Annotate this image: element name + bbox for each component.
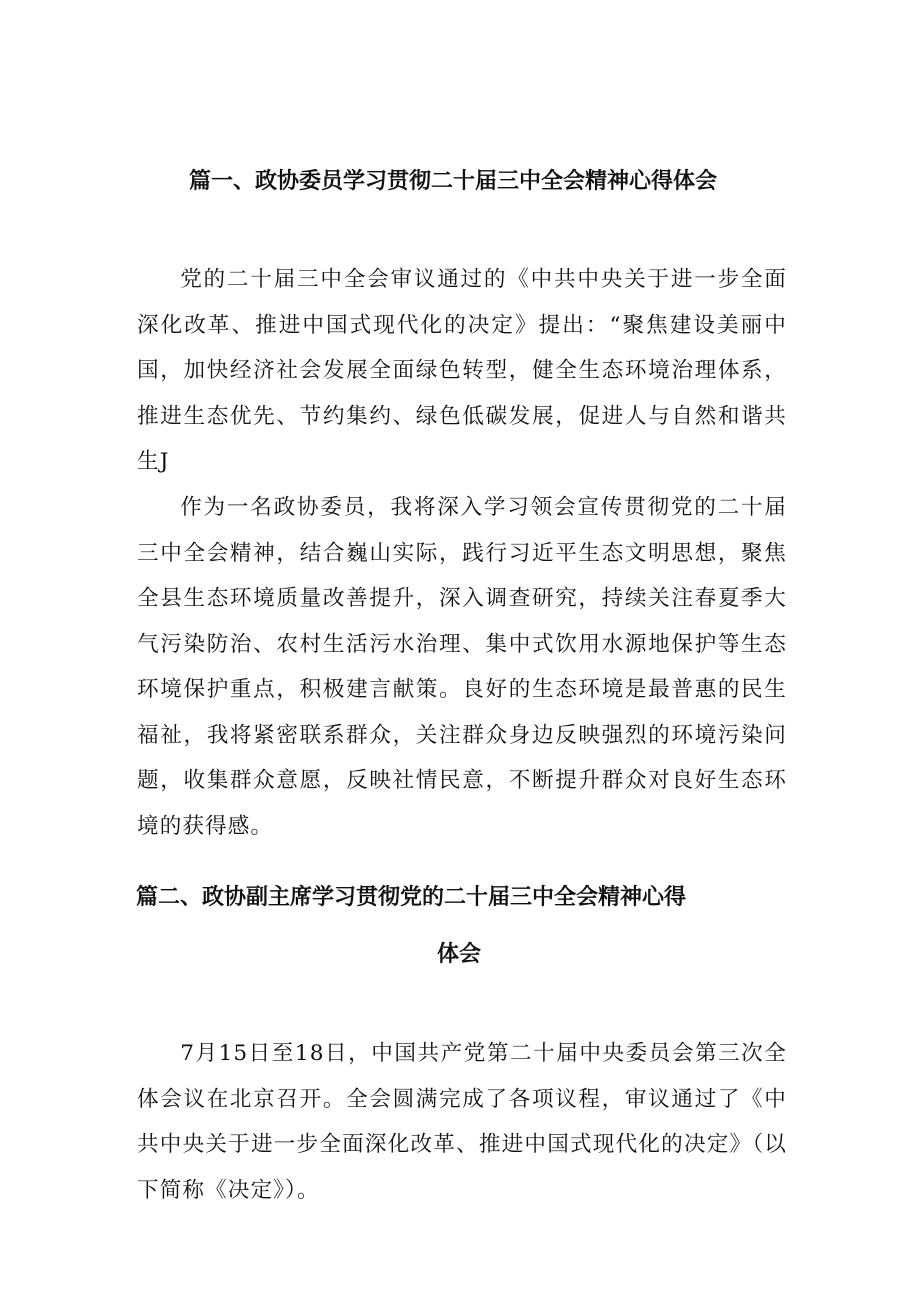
section-two-title-line-1: 篇二、政协副主席学习贯彻党的二十届三中全会精神心得 (136, 885, 687, 910)
section-one-paragraph-1: 党的二十届三中全会审议通过的《中共中央关于进一步全面深化改革、推进中国式现代化的决定》提出：“聚焦建设美丽中国，加快经济社会发展全面绿色转型，健全生态环境治理体系，推进生态优先、节约集约、绿色低碳发展，促进人与自然和谐共生J (137, 267, 787, 474)
section-two-paragraph-1: 7月15日至18日，中国共产党第二十届中央委员会第三次全体会议在北京召开。全会圆满完成了各项议程，审议通过了《中共中央关于进一步全面深化改革、推进中国式现代化的决定》（以下简称《决定》）。 (137, 1041, 787, 1203)
section-two-title-line-2: 体会 (437, 942, 482, 967)
section-one-title: 篇一、政协委员学习贯彻二十届三中全会精神心得体会 (189, 169, 718, 194)
section-one-paragraph-2: 作为一名政协委员，我将深入学习领会宣传贯彻党的二十届三中全会精神，结合巍山实际，践行习近平生态文明思想，聚焦全县生态环境质量改善提升，深入调查研究，持续关注春夏季大气污染防治、农村生活污水治理、集中式饮用水源地保护等生态环境保护重点，积极建言献策。良好的生态环境是最普惠的民生福祉，我将紧密联系群众，关注群众身边反映强烈的环境污染问题，收集群众意愿，反映社情民意，不断提升群众对良好生态环境的获得感。 (137, 495, 787, 839)
